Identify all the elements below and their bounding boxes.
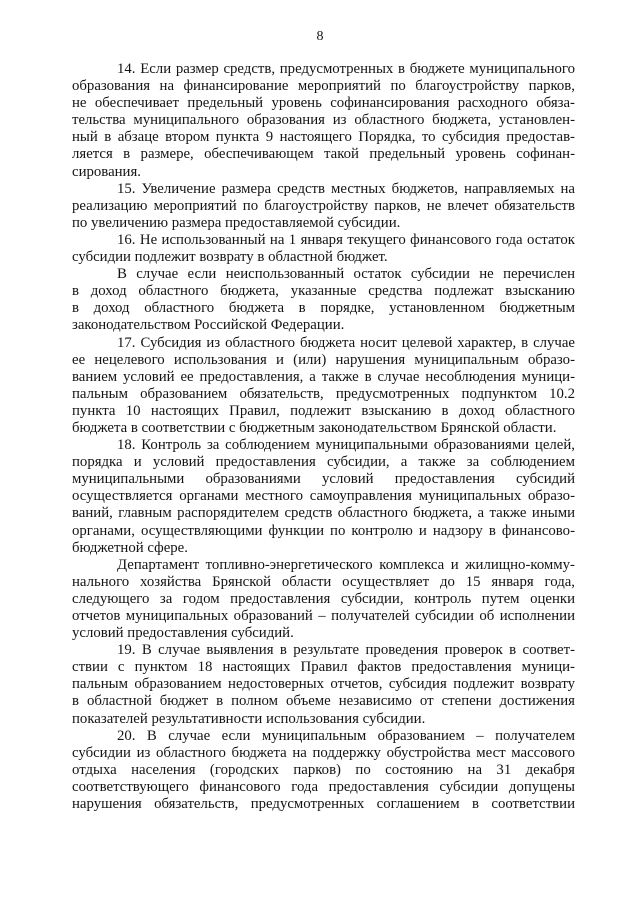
text-line: бюджета в соответствии с бюджетным законодательством Брянской области.	[72, 419, 557, 436]
text-line: в доход областного бюджета в порядке, установленном бюджетным	[72, 300, 575, 317]
text-line: 18. Контроль за соблюдением муниципальными образованиями целей,	[117, 437, 575, 454]
text-line: пальным образованием недостоверных отчетов, субсидия подлежит возврату	[72, 676, 575, 693]
text-line: следующего за годом предоставления субсидии, контроль путем оценки	[72, 590, 575, 607]
text-line: нального хозяйства Брянской области осуществляет до 15 января года,	[72, 573, 575, 590]
text-line: Департамент топливно-энергетического комплекса и жилищно-комму-	[117, 556, 575, 573]
text-line: ный в абзаце втором пункта 9 настоящего Порядка, то субсидия предостав-	[72, 129, 575, 146]
paragraph	[72, 437, 575, 557]
text-line: отдыха населения (городских парков) по состоянию на 31 декабря	[72, 761, 575, 778]
text-line: В случае если неиспользованный остаток субсидии не перечислен	[117, 266, 575, 283]
text-line: ляется в размере, обеспечивающем такой предельный уровень софинан-	[72, 146, 575, 163]
text-line: тельства муниципального образования из областного бюджета, установлен-	[72, 112, 575, 129]
text-line: 19. В случае выявления в результате проведения проверок в соответ-	[117, 642, 575, 659]
paragraph	[72, 335, 575, 438]
paragraph	[72, 232, 575, 266]
paragraph	[72, 728, 575, 813]
text-line: в областной бюджет в полном объеме независимо от степени достижения	[72, 693, 575, 710]
text-line: не обеспечивает предельный уровень софинансирования расходного обяза-	[72, 95, 575, 112]
text-line: ванием условий ее предоставления, а также в случае несоблюдения муници-	[72, 368, 575, 385]
text-line: субсидии из областного бюджета на поддержку обустройства мест массового	[72, 744, 575, 761]
text-line: 20. В случае если муниципальным образованием – получателем	[117, 727, 575, 744]
document-body	[72, 61, 575, 813]
text-line: ее нецелевого использования и (или) нарушения муниципальным образо-	[72, 351, 575, 368]
text-line: бюджетной сфере.	[72, 539, 188, 556]
text-line: органами, осуществляющими функции по контролю и надзору в финансово-	[72, 522, 575, 539]
paragraph	[72, 181, 575, 232]
text-line: ствии с пунктом 18 настоящих Правил фактов предоставления муници-	[72, 659, 575, 676]
text-line: отчетов муниципальных образований – получателей субсидии об исполнении	[72, 608, 575, 624]
paragraph	[72, 266, 575, 334]
text-line: соответствующего финансового года предоставления субсидии допущены	[72, 778, 575, 795]
text-line: ваний, главным распорядителем средств областного бюджета, а также иными	[72, 505, 575, 522]
text-line: сирования.	[72, 163, 141, 180]
text-line: образования на финансирование мероприятий по благоустройству парков,	[72, 78, 575, 95]
text-line: пальным образованием обязательств, предусмотренных подпунктом 10.2	[72, 385, 575, 402]
text-line: пункта 10 настоящих Правил, подлежит взысканию в доход областного	[72, 402, 575, 419]
text-line: 16. Не использованный на 1 января текущего финансового года остаток	[117, 231, 575, 248]
text-line: по увеличению размера предоставляемой субсидии.	[72, 214, 401, 231]
text-line: законодательством Российской Федерации.	[72, 317, 345, 334]
text-line: субсидии подлежит возврату в областной бюджет.	[72, 249, 388, 266]
paragraph	[72, 61, 575, 181]
text-line: порядка и условий предоставления субсидии, а также за соблюдением	[72, 454, 575, 471]
paragraph	[72, 557, 575, 642]
text-line: осуществляется органами местного самоуправления муниципальных образо-	[72, 488, 575, 505]
text-line: муниципальными образованиями условий предоставления субсидий	[72, 471, 575, 488]
text-line: показателей результативности использования субсидии.	[72, 710, 426, 727]
text-line: 15. Увеличение размера средств местных бюджетов, направляемых на	[117, 180, 575, 197]
text-line: в доход областного бюджета, указанные средства подлежат взысканию	[72, 283, 575, 300]
text-line: 14. Если размер средств, предусмотренных в бюджете муниципального	[117, 61, 575, 77]
text-line: условий предоставления субсидий.	[72, 625, 294, 642]
text-line: реализацию мероприятий по благоустройству парков, не влечет обязательств	[72, 197, 575, 214]
page-number: 8	[316, 29, 324, 44]
paragraph	[72, 642, 575, 727]
text-line: нарушения обязательств, предусмотренных соглашением в соответствии	[72, 796, 575, 813]
text-line: 17. Субсидия из областного бюджета носит целевой характер, в случае	[117, 334, 575, 351]
